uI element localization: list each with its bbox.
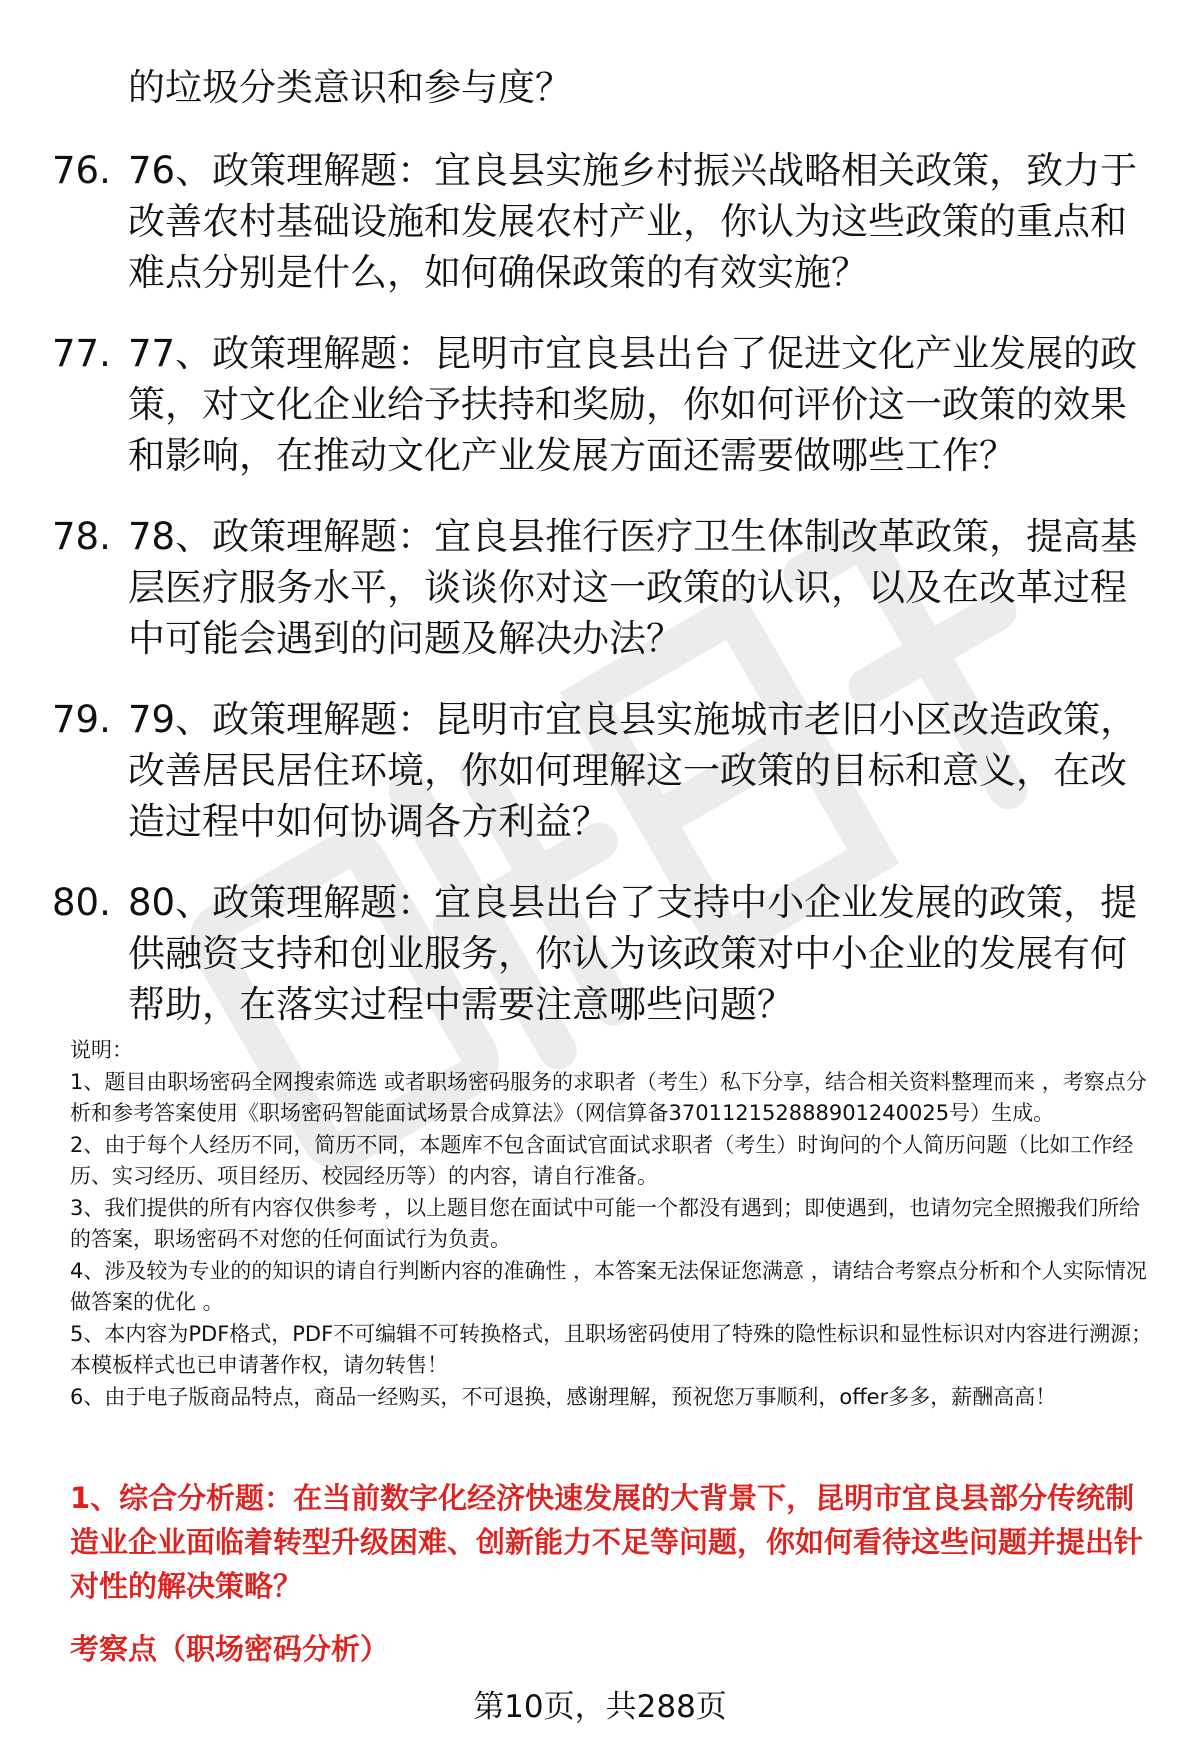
list-item: [0, 511, 1200, 664]
question-number: 80.: [52, 881, 111, 924]
list-item: [0, 328, 1200, 481]
note-item: 4、涉及较为专业的的知识的请自行判断内容的准确性 ，本答案无法保证您满意 ，请结合考察点分析和个人实际情况做答案的优化 。: [70, 1258, 1147, 1314]
note-item: 2、由于每个人经历不同，简历不同，本题库不包含面试官面试求职者（考生）时询问的个人简历问题（比如工作经历、实习经历、项目经历、校园经历等）的内容，请自行准备。: [70, 1132, 1134, 1188]
page-number: 第10页，共288页: [473, 1689, 727, 1725]
notes-section: [70, 1035, 1160, 1413]
notes-title: 说明：: [70, 1038, 133, 1062]
list-item: [0, 694, 1200, 847]
note-item: 5、本内容为PDF格式，PDF不可编辑不可转换格式，且职场密码使用了特殊的隐性标识和显性标识对内容进行溯源；本模板样式也已申请著作权，请勿转售！: [70, 1321, 1153, 1377]
analysis-heading: 考察点（职场密码分析）: [70, 1632, 390, 1666]
note-item: 3、我们提供的所有内容仅供参考 ，以上题目您在面试中可能一个都没有遇到；即使遇到，也请勿完全照搬我们所给的答案，职场密码不对您的任何面试行为负责。: [70, 1195, 1141, 1251]
question-text: 77、政策理解题：昆明市宜良县出台了促进文化产业发展的政策，对文化企业给予扶持和奖励，你如何评价这一政策的效果和影响，在推动文化产业发展方面还需要做哪些工作？: [128, 332, 1138, 477]
question-text: 76、政策理解题：宜良县实施乡村振兴战略相关政策，致力于改善农村基础设施和发展农村产业，你认为这些政策的重点和难点分别是什么，如何确保政策的有效实施？: [128, 149, 1138, 294]
question-text: 79、政策理解题：昆明市宜良县实施城市老旧小区改造政策，改善居民居住环境，你如何理解这一政策的目标和意义，在改造过程中如何协调各方利益？: [128, 698, 1138, 843]
question-list: [0, 145, 1200, 1060]
note-item: 6、由于电子版商品特点，商品一经购买，不可退换，感谢理解，预祝您万事顺利，offer多多，薪酬高高！: [70, 1384, 1057, 1409]
question-text: 80、政策理解题：宜良县出台了支持中小企业发展的政策，提供融资支持和创业服务，你认为该政策对中小企业的发展有何帮助，在落实过程中需要注意哪些问题？: [128, 881, 1138, 1026]
question-number: 77.: [52, 332, 111, 375]
question-text: 78、政策理解题：宜良县推行医疗卫生体制改革政策，提高基层医疗服务水平，谈谈你对这一政策的认识，以及在改革过程中可能会遇到的问题及解决办法？: [128, 515, 1138, 660]
question-number: 76.: [52, 149, 111, 192]
question-number: 78.: [52, 515, 111, 558]
list-item: [0, 145, 1200, 298]
list-item: [0, 877, 1200, 1030]
question-number: 79.: [52, 698, 111, 741]
highlight-question: 1、综合分析题：在当前数字化经济快速发展的大背景下，昆明市宜良县部分传统制造业企业面临着转型升级困难、创新能力不足等问题，你如何看待这些问题并提出针对性的解决策略？: [70, 1481, 1144, 1603]
continued-question-text: 的垃圾分类意识和参与度？: [128, 66, 572, 109]
note-item: 1、题目由职场密码全网搜索筛选 或者职场密码服务的求职者（考生）私下分享，结合相关资料整理而来 ，考察点分析和参考答案使用《职场密码智能面试场景合成算法》（网信算备370112152888901240025号）生成。: [70, 1069, 1147, 1125]
